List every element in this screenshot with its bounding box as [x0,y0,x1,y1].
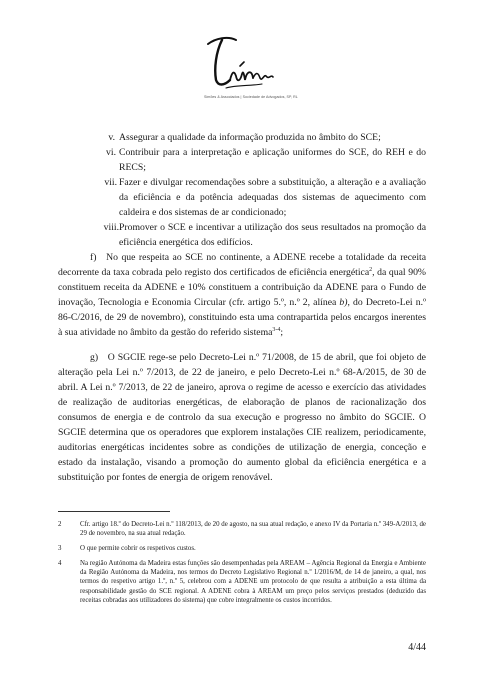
footnote [58,544,426,553]
paragraph-italic: b) [339,297,348,308]
paragraph-text: ; [280,327,284,338]
firm-logo [200,30,290,102]
page-number: 4/44 [408,642,426,653]
signature-logo-icon [200,30,290,102]
footnote-ref[interactable]: 2 [369,266,373,273]
list-item-number: v. [108,132,115,143]
paragraph-text: g) O SGCIE rege-se pelo Decreto-Lei n.º 71/2008, de 15 de abril, que foi objeto de alteração pela Lei n.º 7/2013, de 22 de janeiro, e pelo Decreto-Lei n.º 68-A/2015, de 30 de abril. A Lei n.º 7/2013, de 22 de janeiro, aprova o regime de acesso e exercício das atividades de realização de auditorias energéticas, de elaboração de planos de racionalização dos consumos de energia e de controlo da sua execução e progresso no âmbito do SGCIE. O SGCIE determina que os operadores que explorem instalações CIE realizem, periodicamente, auditorias energéticas incidentes sobre as condições de utilização de energia, conceção e estado da instalação, visando a promoção do aumento global da eficiência energética e a substituição por fontes de energia de origem renovável. [58,352,426,483]
list-item-number: viii. [103,222,119,233]
list-item-text: Assegurar a qualidade da informação produzida no âmbito do SCE; [119,132,381,143]
list-item-text: Fazer e divulgar recomendações sobre a substituição, a alteração e a avaliação da eficiência e da potência adequadas dos sistemas de aquecimento com caldeira e dos sistemas de ar condicionado; [119,177,426,218]
paragraph-text: , da qual 90% constituem receita da ADENE e 10% constituem a contribuição da ADENE para o Fundo de inovação, Tecnologia e Economia Circular (cfr. artigo 5.º, n.º 2, alínea [58,267,426,308]
footnote-divider [58,511,170,512]
footnote-ref[interactable]: 3-4 [272,326,281,333]
footnote [58,520,426,538]
footnote-text: O que permite cobrir os respetivos custos. [80,545,196,552]
footnote [58,559,426,605]
list-item-text: Contribuir para a interpretação e aplicação uniformes do SCE, do REH e do RECS; [119,147,426,173]
paragraph-g [58,350,426,485]
list-item [100,145,426,175]
list-item-text: Promover o SCE e incentivar a utilização dos seus resultados na promoção da eficiência energética dos edifícios. [119,222,426,248]
footnote-number: 2 [58,521,62,528]
paragraph-text: , do Decreto-Lei n.º 86-C/2016, de 29 de novembro), constituindo esta uma contrapartida pelos encargos inerentes à sua atividade no âmbito da gestão do referido sistema [58,297,426,338]
paragraph-f [58,250,426,340]
list-item [100,175,426,220]
footnote-number: 3 [58,545,62,552]
footnote-number: 4 [58,560,62,567]
list-item [100,220,426,250]
list-item-number: vi. [106,147,116,158]
paragraph-text: f) No que respeita ao SCE no continente, a ADENE recebe a totalidade da receita decorrente da taxa cobrada pelo registo dos certificados de eficiência energética [58,252,426,278]
footnote-text: Na região Autónoma da Madeira estas funções são desempenhadas pela AREAM – Agência Regional da Energia e Ambiente da Região Autónoma da Madeira, nos termos do Decreto Legislativo Regional n.º 1/2016/M, de 14 de janeiro, a qual, nos termos do respetivo artigo 1.º, n.º 5, celebrou com a ADENE um protocolo de que resulta a atribuição a esta última da responsabilidade gestão do SCE regional. A ADENE cobra à AREAM um preço pelos serviços prestados (deduzido das receitas cobradas aos utilizadores do sistema) que cobre integralmente os custos incorridos. [80,560,426,604]
list-item-number: vii. [104,177,117,188]
footnote-text: Cfr. artigo 18.º do Decreto-Lei n.º 118/2013, de 20 de agosto, na sua atual redação, e anexo IV da Portaria n.º 349-A/2013, de 29 de novembro, na sua atual redação. [80,521,426,538]
list-item [100,130,426,145]
logo-subtitle: Simões & Associados | Sociedade de Advogados, SP, RL [204,95,298,99]
